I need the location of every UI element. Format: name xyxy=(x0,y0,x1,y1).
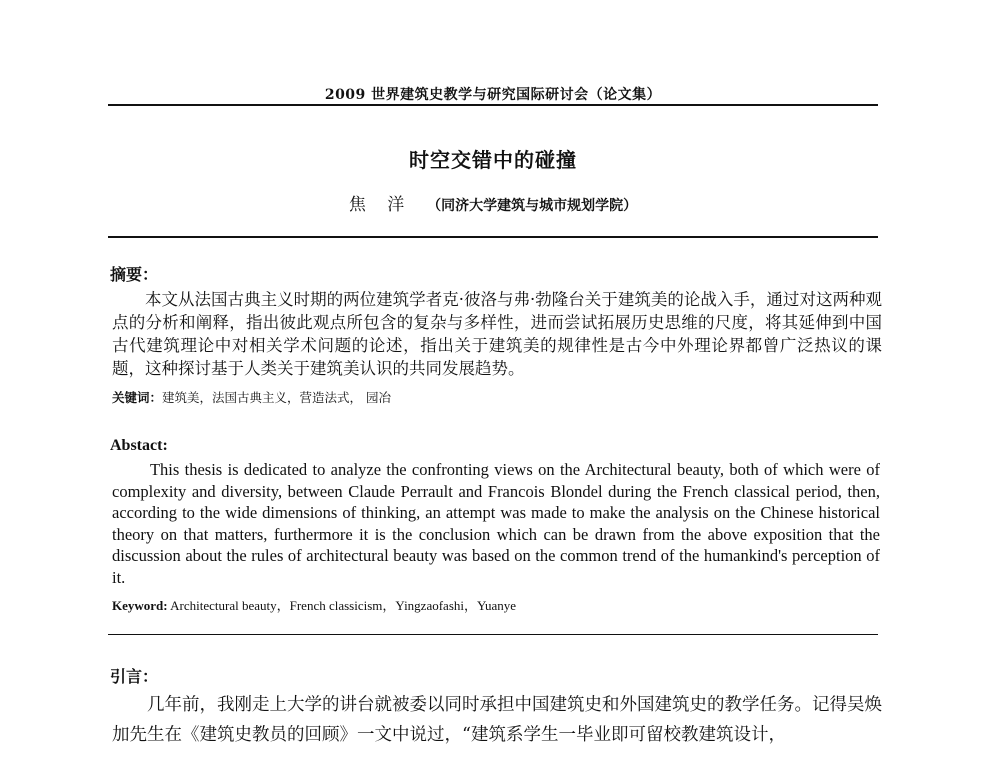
title-rule xyxy=(108,236,878,238)
article-title: 时空交错中的碰撞 xyxy=(409,148,577,172)
keywords-zh-label: 关键词： xyxy=(112,390,163,405)
introduction-heading: 引言： xyxy=(110,667,159,686)
abstract-zh-body: 本文从法国古典主义时期的两位建筑学者克·彼洛与弗·勃隆台关于建筑美的论战入手，通过对这两种观点的分析和阐释，指出彼此观点所包含的复杂与多样性，进而尝试拓展历史思维的尺度，将其延伸到中国古代建筑理论中对相关学术问题的论述，指出关于建筑美的规律性是古今中外理论界都曾广泛热议的课题，这种探讨基于人类关于建筑美认识的共同发展趋势。 xyxy=(112,290,882,378)
abstract-en-body: This thesis is dedicated to analyze the confronting views on the Architectural beauty, both of which were of complexity and diversity, between Claude Perrault and Francois Blondel during the French classical period, then, according to the wide dimensions of thinking, an attempt was made to make the analysis on the Chinese historical theory on that matters, furthermore it is the conclusion which can be drawn from the above exposition that the discussion about the rules of architectural beauty was based on the common trend of the humankind's perception of it. xyxy=(112,460,880,587)
abstract-rule xyxy=(108,634,878,635)
keywords-zh xyxy=(112,388,391,406)
header-rule xyxy=(108,104,878,106)
abstract-zh-heading: 摘要： xyxy=(110,265,159,284)
keywords-zh-list: 建筑美，法国古典主义，营造法式， 园冶 xyxy=(162,390,391,405)
author-name: 焦 洋 xyxy=(348,195,413,215)
keywords-en-list: Architectural beauty，French classicism，Yingzaofashi，Yuanye xyxy=(167,598,516,613)
author-affiliation: （同济大学建筑与城市规划学院） xyxy=(427,198,638,214)
keywords-en xyxy=(112,595,516,614)
abstract-en-heading: Abstact: xyxy=(110,437,168,454)
running-head: 2009 世界建筑史教学与研究国际研讨会（论文集） xyxy=(324,87,662,103)
byline xyxy=(108,190,878,215)
introduction-body: 几年前，我刚走上大学的讲台就被委以同时承担中国建筑史和外国建筑史的教学任务。记得吴焕加先生在《建筑史教员的回顾》一文中说过，“建筑系学生一毕业即可留校教建筑设计， xyxy=(112,695,882,745)
keywords-en-label: Keyword: xyxy=(112,598,168,613)
